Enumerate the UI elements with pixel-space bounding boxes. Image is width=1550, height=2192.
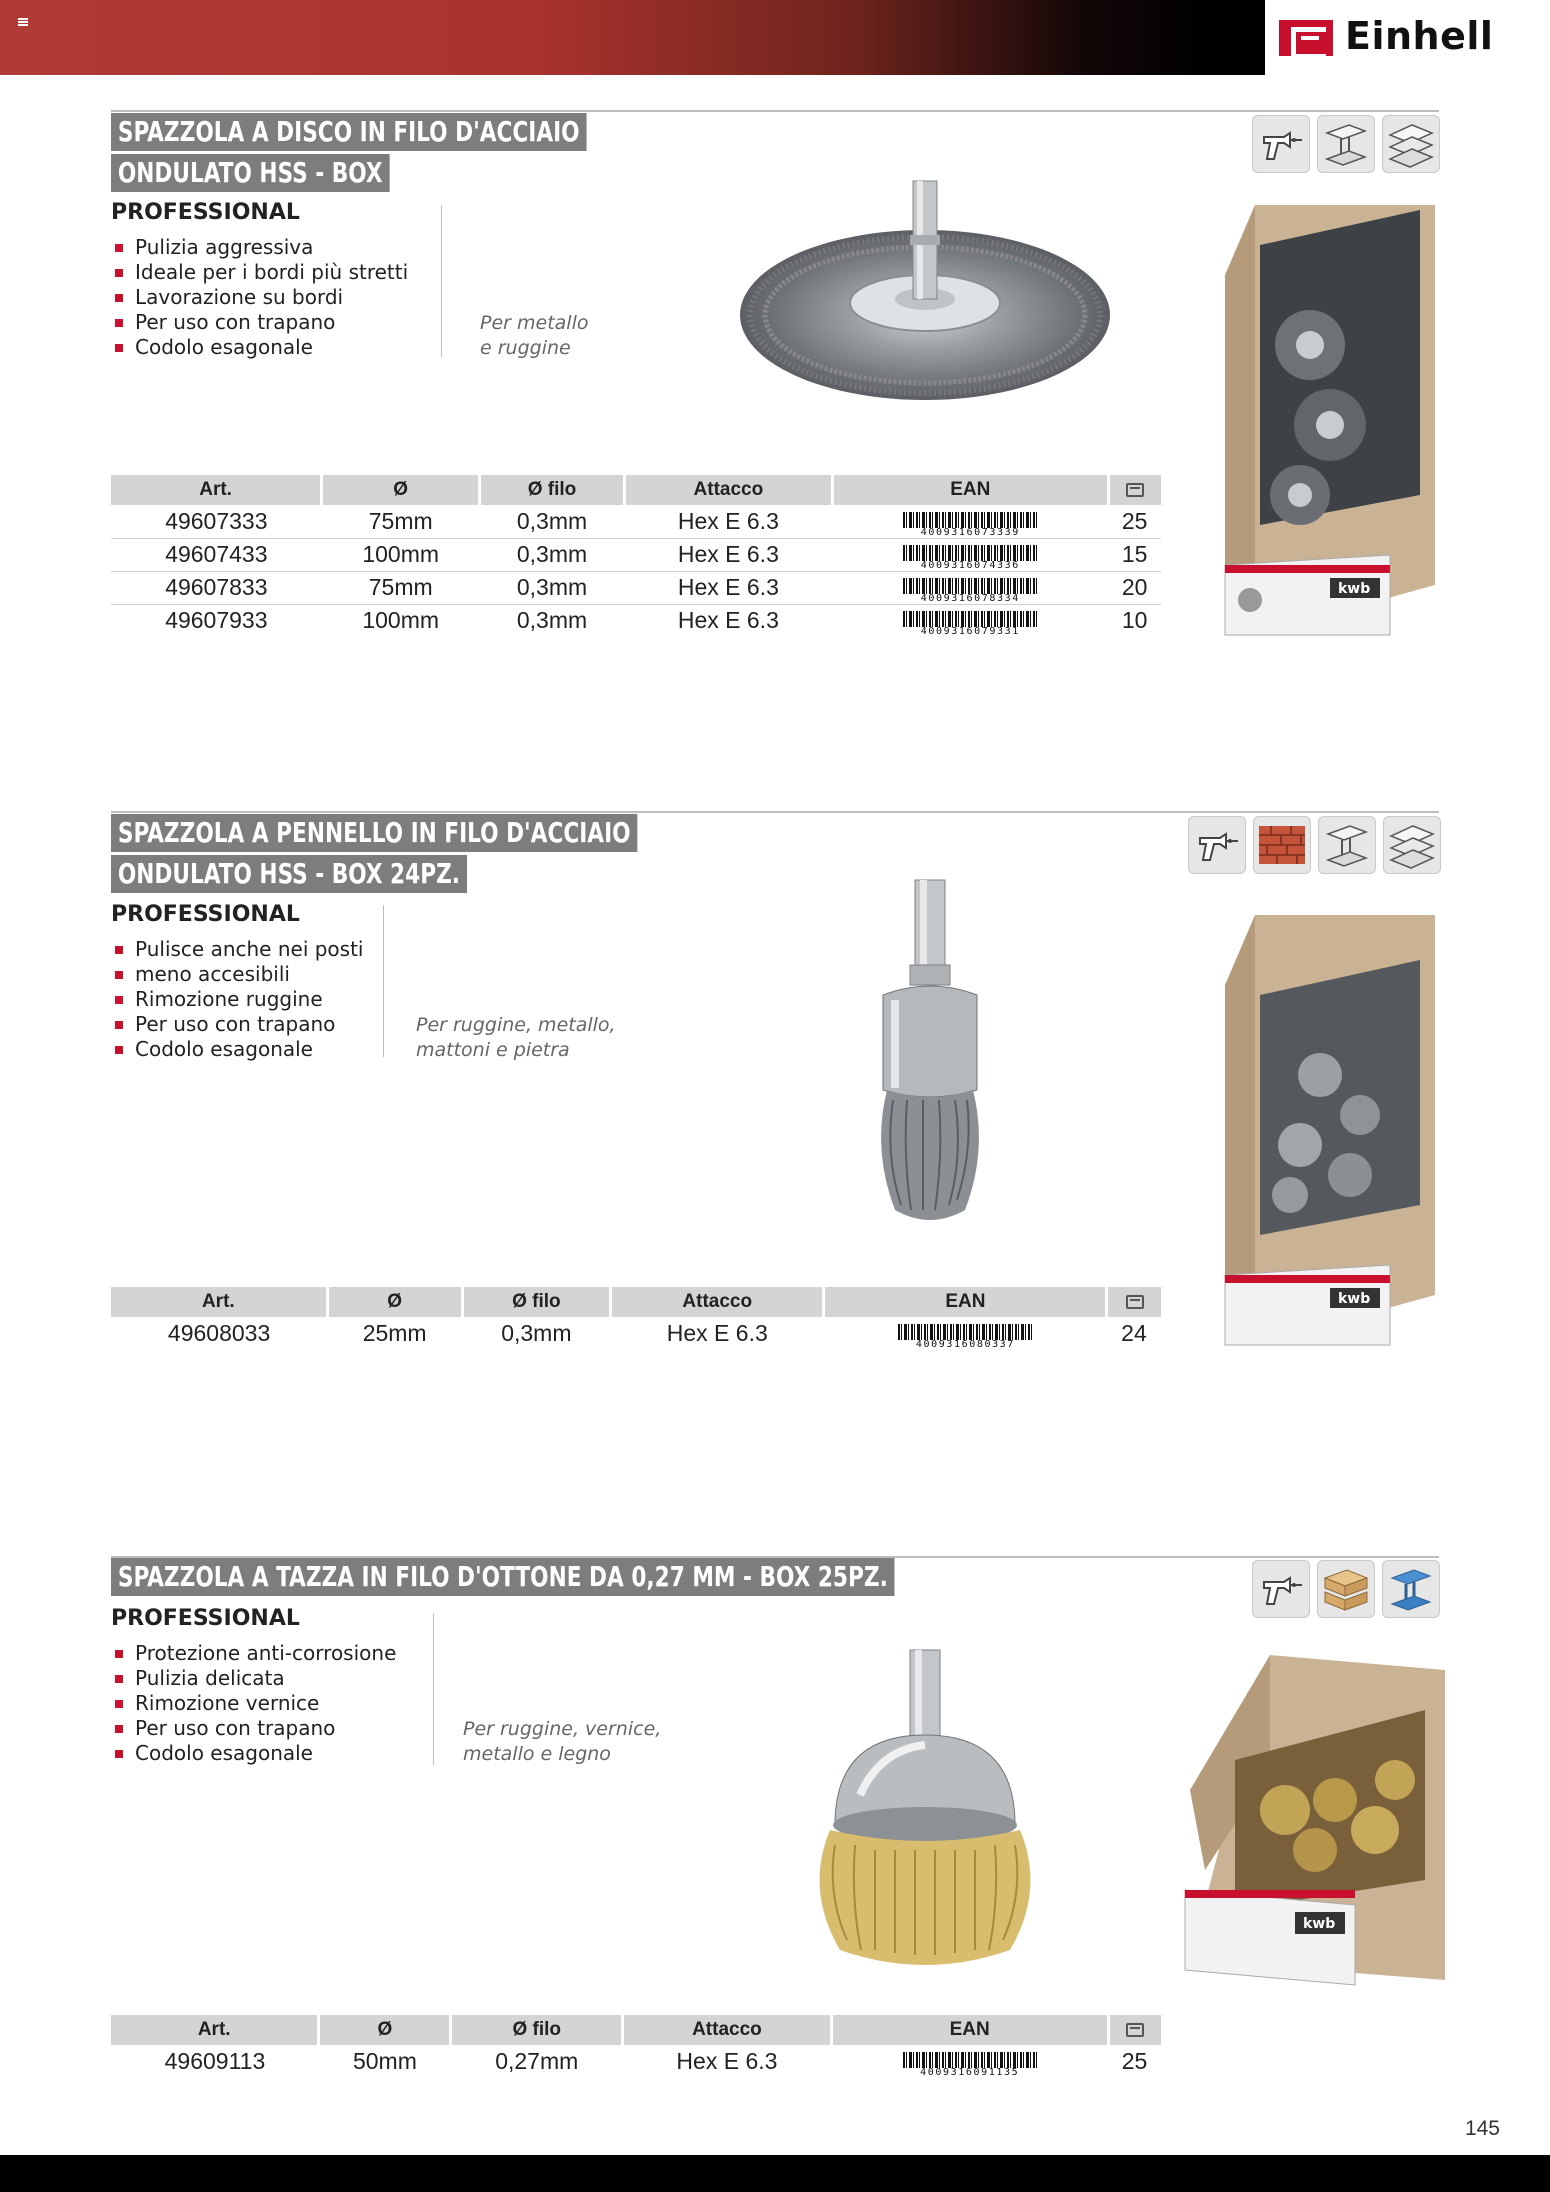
art-cell: 49607833 — [111, 571, 322, 604]
diameter-cell: 100mm — [322, 538, 480, 571]
product-title-line-2: ONDULATO HSS - BOX 24PZ. — [111, 855, 467, 893]
ean-cell — [832, 505, 1108, 538]
product-tier: PROFESSIONAL — [111, 1606, 300, 1631]
ean-number: 4009316080337 — [898, 1340, 1032, 1350]
column-header-diameter: Ø — [327, 1287, 462, 1317]
einhell-logo-icon — [1279, 20, 1333, 56]
feature-list — [111, 235, 408, 360]
table-row — [111, 604, 1161, 637]
feature-item: Ideale per i bordi più stretti — [111, 260, 408, 285]
column-header-attachment: Attacco — [624, 475, 832, 505]
feature-item: Pulizia delicata — [111, 1666, 396, 1691]
qty-cell: 15 — [1108, 538, 1161, 571]
art-cell: 49608033 — [167, 1320, 271, 1346]
table-row — [111, 2045, 1161, 2078]
product-title-line-2: ONDULATO HSS - BOX — [111, 154, 389, 192]
ean-number: 4009316079331 — [903, 627, 1037, 637]
cup-brush-image — [795, 1645, 1055, 1970]
table-header-row — [111, 475, 1161, 505]
ean-number: 4009316078334 — [903, 594, 1037, 604]
feature-item: Per uso con trapano — [111, 1716, 396, 1741]
package-quantity-icon — [1126, 483, 1144, 497]
footer-bar — [0, 2155, 1550, 2192]
drill-icon — [1252, 115, 1310, 173]
feature-item: Lavorazione su bordi — [111, 285, 408, 310]
usage-line: mattoni e pietra — [416, 1039, 570, 1061]
spec-table — [111, 475, 1161, 637]
table-row — [111, 505, 1161, 538]
art-cell: 49607433 — [111, 538, 322, 571]
ean-number: 4009316091135 — [903, 2068, 1037, 2078]
sheet-metal-icon — [1383, 816, 1441, 874]
attachment-cell: Hex E 6.3 — [677, 607, 779, 634]
disc-brush-image — [735, 175, 1115, 415]
ean-cell — [824, 1317, 1107, 1350]
material-icons — [1252, 115, 1440, 173]
wire-cell: 0,27mm — [495, 2048, 579, 2074]
steel-beam-icon — [1317, 115, 1375, 173]
column-header-ean: EAN — [824, 1287, 1107, 1317]
column-header-diameter: Ø — [319, 2015, 451, 2045]
attachment-cell: Hex E 6.3 — [624, 571, 832, 604]
divider — [441, 205, 442, 357]
diameter-cell: 25mm — [362, 1320, 427, 1346]
material-icons — [1252, 1560, 1440, 1618]
barcode-icon — [898, 1324, 1032, 1350]
column-header-art: Art. — [111, 2015, 319, 2045]
feature-list — [111, 937, 364, 1062]
attachment-cell: Hex E 6.3 — [624, 538, 832, 571]
ean-cell — [832, 538, 1108, 571]
product-title-line-1: SPAZZOLA A DISCO IN FILO D'ACCIAIO — [111, 113, 586, 151]
barcode-icon — [903, 578, 1037, 604]
product-tier: PROFESSIONAL — [111, 902, 300, 927]
qty-cell: 20 — [1108, 571, 1161, 604]
table-header-row — [111, 1287, 1161, 1317]
wire-cell: 0,3mm — [480, 505, 625, 538]
qty-cell: 25 — [1121, 2048, 1148, 2074]
spec-table — [111, 1287, 1161, 1350]
ean-cell — [831, 2045, 1108, 2078]
qty-cell: 24 — [1121, 1320, 1147, 1346]
qty-cell: 25 — [1108, 505, 1161, 538]
divider — [383, 905, 384, 1057]
table-row — [111, 1317, 1161, 1350]
column-header-wire: Ø filo — [462, 1287, 610, 1317]
barcode-icon — [903, 512, 1037, 538]
steel-beam-icon — [1318, 816, 1376, 874]
feature-item: Codolo esagonale — [111, 1741, 396, 1766]
retail-box-image — [1220, 195, 1445, 645]
end-brush-image — [845, 875, 1015, 1235]
attachment-cell: Hex E 6.3 — [676, 2048, 778, 2074]
usage-line: Per ruggine, vernice, — [463, 1718, 662, 1740]
page-number: 145 — [1464, 2117, 1500, 2140]
wire-cell: 0,3mm — [501, 1320, 572, 1346]
column-header-qty — [1107, 1287, 1161, 1317]
brick-wall-icon — [1253, 816, 1311, 874]
brand-name: Einhell — [1345, 14, 1494, 58]
usage-note — [463, 1717, 661, 1767]
product-title-line-1: SPAZZOLA A PENNELLO IN FILO D'ACCIAIO — [111, 814, 637, 852]
table-row — [111, 538, 1161, 571]
column-header-attachment: Attacco — [611, 1287, 824, 1317]
diameter-cell: 75mm — [322, 505, 480, 538]
feature-item: meno accesibili — [111, 962, 364, 987]
package-quantity-icon — [1126, 1295, 1144, 1309]
ean-cell — [832, 604, 1108, 637]
box-brand-label: kwb — [1303, 1916, 1336, 1932]
wire-cell: 0,3mm — [480, 571, 625, 604]
package-quantity-icon — [1126, 2023, 1144, 2037]
usage-line: e ruggine — [480, 337, 571, 359]
feature-item: Pulisce anche nei posti — [111, 937, 364, 962]
column-header-art: Art. — [111, 1287, 327, 1317]
material-icons — [1188, 816, 1441, 874]
attachment-cell: Hex E 6.3 — [666, 1320, 768, 1346]
diameter-cell: 50mm — [352, 2048, 417, 2074]
feature-item: Codolo esagonale — [111, 335, 408, 360]
feature-list — [111, 1641, 396, 1766]
column-header-wire: Ø filo — [451, 2015, 623, 2045]
column-header-qty — [1108, 475, 1161, 505]
column-header-art: Art. — [111, 475, 322, 505]
table-row — [111, 571, 1161, 604]
feature-item: Per uso con trapano — [111, 310, 408, 335]
sheet-metal-icon — [1382, 115, 1440, 173]
feature-item: Rimozione ruggine — [111, 987, 364, 1012]
column-header-wire: Ø filo — [480, 475, 625, 505]
ean-number: 4009316074336 — [903, 561, 1037, 571]
column-header-qty — [1108, 2015, 1161, 2045]
diameter-cell: 75mm — [322, 571, 480, 604]
wire-cell: 0,3mm — [480, 538, 625, 571]
barcode-icon — [903, 611, 1037, 638]
drill-icon — [1252, 1560, 1310, 1618]
art-cell: 49609113 — [164, 2048, 266, 2074]
art-cell: 49607333 — [111, 505, 322, 538]
wood-plank-icon — [1317, 1560, 1375, 1618]
column-header-attachment: Attacco — [623, 2015, 832, 2045]
barcode-icon — [903, 545, 1037, 571]
painted-beam-icon — [1382, 1560, 1440, 1618]
feature-item: Per uso con trapano — [111, 1012, 364, 1037]
attachment-cell: Hex E 6.3 — [624, 505, 832, 538]
menu-icon[interactable] — [18, 18, 28, 26]
divider — [433, 1613, 434, 1765]
column-header-diameter: Ø — [322, 475, 480, 505]
retail-box-image — [1220, 905, 1445, 1355]
product-tier: PROFESSIONAL — [111, 200, 300, 225]
feature-item: Pulizia aggressiva — [111, 235, 408, 260]
usage-line: Per metallo — [480, 312, 589, 334]
brand-logo — [1265, 0, 1550, 75]
retail-box-image — [1175, 1650, 1450, 1995]
section-rule — [111, 110, 1439, 112]
drill-icon — [1188, 816, 1246, 874]
ean-cell — [832, 571, 1108, 604]
diameter-cell: 100mm — [362, 607, 440, 634]
section-rule — [111, 811, 1439, 813]
box-brand-label: kwb — [1338, 581, 1371, 597]
product-title-line-1: SPAZZOLA A TAZZA IN FILO D'OTTONE DA 0,27 MM - BOX 25PZ. — [111, 1558, 895, 1596]
usage-line: Per ruggine, metallo, — [416, 1014, 616, 1036]
wire-cell: 0,3mm — [516, 607, 588, 634]
qty-cell: 10 — [1121, 607, 1148, 634]
box-brand-label: kwb — [1338, 1291, 1371, 1307]
feature-item: Protezione anti-corrosione — [111, 1641, 396, 1666]
column-header-ean: EAN — [831, 2015, 1108, 2045]
feature-item: Rimozione vernice — [111, 1691, 396, 1716]
barcode-icon — [903, 2052, 1037, 2078]
usage-line: metallo e legno — [463, 1743, 611, 1765]
spec-table — [111, 2015, 1161, 2078]
usage-note — [416, 1013, 616, 1063]
feature-item: Codolo esagonale — [111, 1037, 364, 1062]
ean-number: 4009316073339 — [903, 528, 1037, 538]
table-header-row — [111, 2015, 1161, 2045]
column-header-ean: EAN — [832, 475, 1108, 505]
art-cell: 49607933 — [165, 607, 268, 634]
usage-note — [480, 311, 588, 361]
